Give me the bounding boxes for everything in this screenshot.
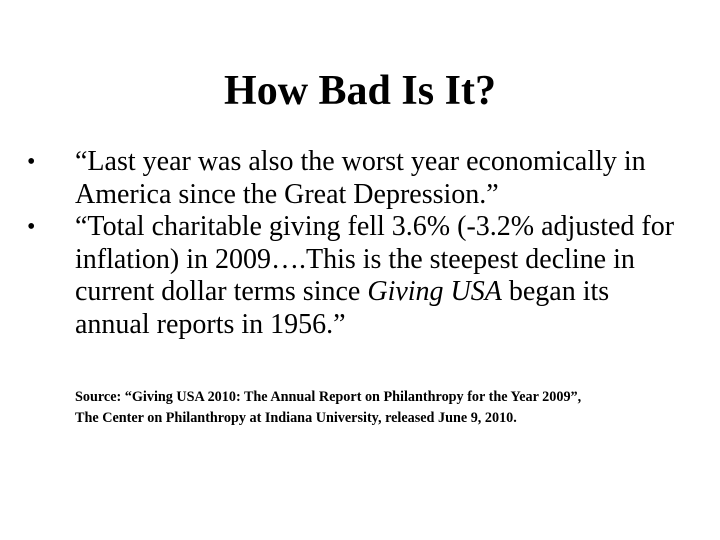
source-line: The Center on Philanthropy at Indiana University, released June 9, 2010. [75,410,517,426]
bullet-list [27,146,677,341]
source-line: Source: “Giving USA 2010: The Annual Report on Philanthropy for the Year 2009”, [75,389,582,405]
bullet-icon: • [27,149,36,175]
bullet-text-tail: began its annual reports in 1956.” [75,276,610,340]
source-citation [75,387,700,429]
bullet-text: “Total charitable giving fell 3.6% (-3.2% adjusted for inflation) in 2009….This is the steepest decline in current dollar terms since [75,211,675,307]
bullet-text: “Last year was also the worst year economically in America since the Great Depression.” [75,146,646,210]
bullet-icon: • [27,214,36,240]
bullet-item [27,146,677,211]
slide-title: How Bad Is It? [224,68,496,114]
publication-name: Giving USA [367,276,502,307]
bullet-item [27,211,677,341]
